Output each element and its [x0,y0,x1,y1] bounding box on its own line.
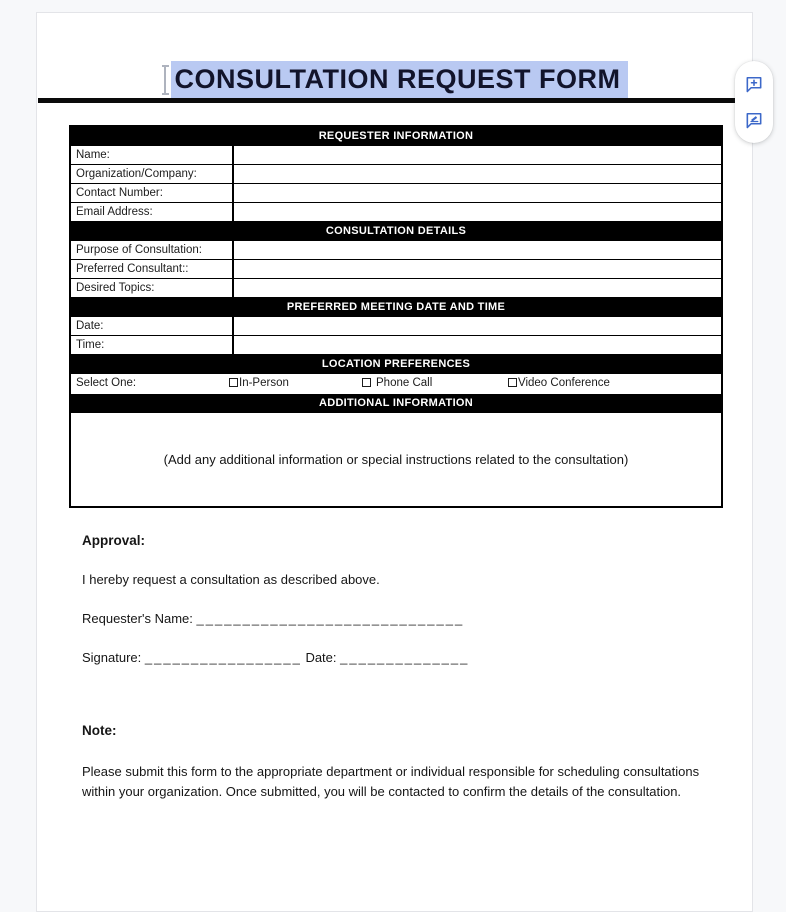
date-label: Date: [305,650,337,665]
option-in-person [229,374,289,393]
signature-label: Signature: [82,650,142,665]
field-label-date: Date: [71,317,234,335]
field-value-contact-number[interactable] [234,184,721,202]
field-value-organization[interactable] [234,165,721,183]
approval-heading: Approval: [82,533,146,548]
field-value-name[interactable] [234,146,721,164]
add-comment-icon [744,74,764,94]
option-label-phone-call: Phone Call [376,377,433,389]
table-row [71,165,721,184]
signature-date-line [82,650,712,665]
add-comment-button[interactable] [742,72,766,96]
section-header-location-preferences: LOCATION PREFERENCES [71,355,721,374]
table-row [71,279,721,298]
field-label-contact-number: Contact Number: [71,184,234,202]
field-label-preferred-consultant: Preferred Consultant:: [71,260,234,278]
section-header-consultation-details: CONSULTATION DETAILS [71,222,721,241]
option-video-conference [508,374,610,393]
text-cursor [161,65,170,95]
section-header-additional-information: ADDITIONAL INFORMATION [71,394,721,413]
date-blank: ______________ [340,650,470,665]
field-value-email[interactable] [234,203,721,221]
requester-name-blank: _____________________________ [196,611,465,626]
suggest-edit-button[interactable] [742,108,766,132]
location-select-row [71,374,721,394]
requester-name-line [82,611,712,626]
checkbox-phone-call[interactable] [362,378,371,387]
requester-name-label: Requester's Name: [82,611,193,626]
title-divider-rule [38,98,751,103]
table-row [71,260,721,279]
signature-blank: _________________ [144,650,302,665]
field-label-purpose: Purpose of Consultation: [71,241,234,259]
suggest-edit-icon [744,110,764,130]
table-row [71,203,721,222]
option-label-video-conference: Video Conference [518,377,610,389]
option-phone-call [362,374,432,393]
field-value-preferred-consultant[interactable] [234,260,721,278]
field-value-desired-topics[interactable] [234,279,721,297]
approval-section [82,533,712,665]
table-row [71,146,721,165]
checkbox-in-person[interactable] [229,378,238,387]
document-title-row [37,61,752,98]
field-value-purpose[interactable] [234,241,721,259]
table-row [71,336,721,355]
field-label-time: Time: [71,336,234,354]
table-row [71,184,721,203]
page-title[interactable]: CONSULTATION REQUEST FORM [174,64,621,94]
field-label-organization: Organization/Company: [71,165,234,183]
additional-information-placeholder: (Add any additional information or special instructions related to the consultation) [163,452,629,467]
document-page [36,12,753,912]
table-row [71,241,721,260]
approval-statement: I hereby request a consultation as described above. [82,572,380,587]
additional-information-cell[interactable] [71,413,721,506]
field-label-name: Name: [71,146,234,164]
field-label-desired-topics: Desired Topics: [71,279,234,297]
note-section [82,723,712,802]
field-value-date[interactable] [234,317,721,335]
note-body: Please submit this form to the appropriate department or individual responsible for scheduling consultations within your organization. Once submitted, you will be contacted to confirm the details of the consultation. [82,764,700,799]
floating-action-pill [735,61,773,143]
table-row [71,317,721,336]
section-header-requester-information: REQUESTER INFORMATION [71,127,721,146]
consultation-form-table [69,125,723,508]
field-label-email: Email Address: [71,203,234,221]
title-selection-highlight[interactable] [171,61,629,98]
section-header-meeting-date-time: PREFERRED MEETING DATE AND TIME [71,298,721,317]
field-value-time[interactable] [234,336,721,354]
select-one-label: Select One: [76,377,137,389]
checkbox-video-conference[interactable] [508,378,517,387]
note-heading: Note: [82,723,117,738]
option-label-in-person: In-Person [239,377,289,389]
